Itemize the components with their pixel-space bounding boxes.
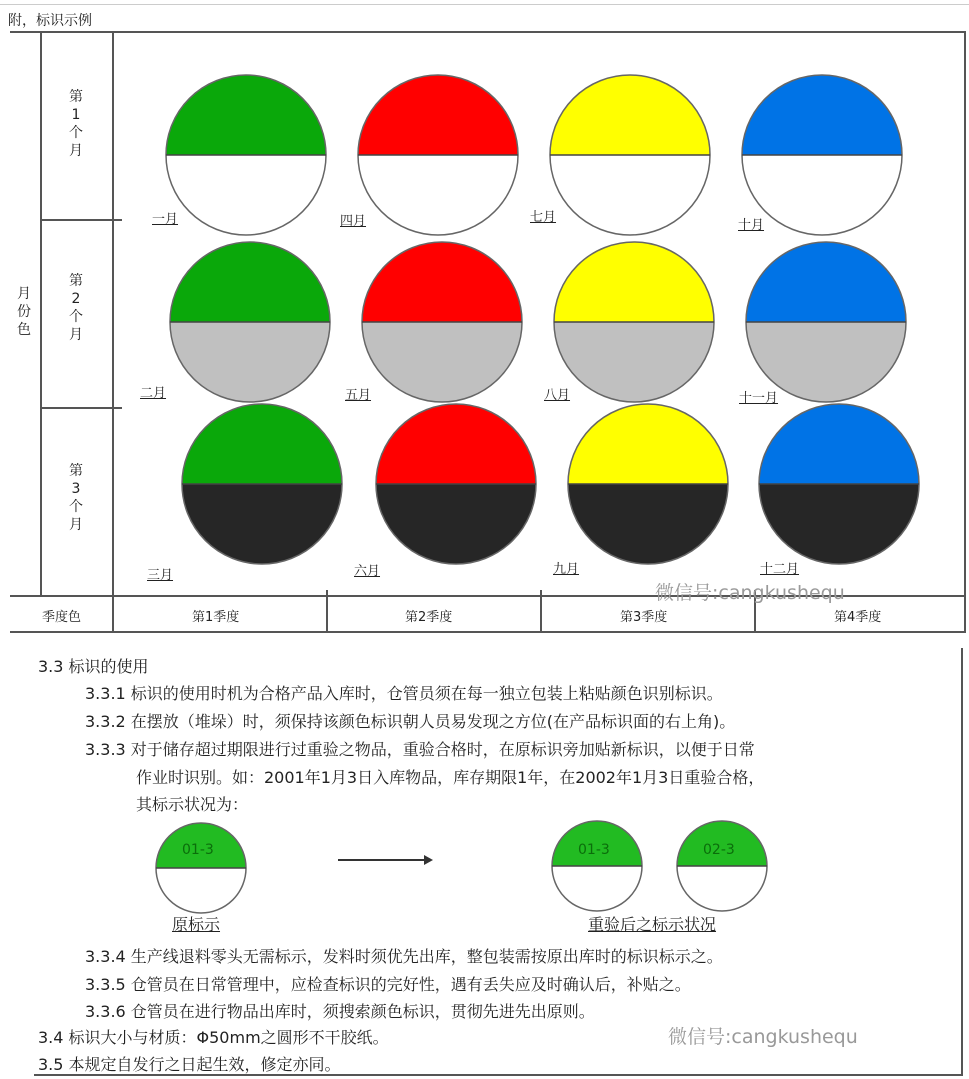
month-color-label <box>568 404 728 564</box>
month-label: 十二月 <box>760 562 800 577</box>
month-color-label <box>376 404 536 564</box>
month-label: 八月 <box>544 388 571 403</box>
watermark: 微信号:cangkushequ <box>668 1026 858 1048</box>
month-label: 三月 <box>147 568 174 583</box>
recheck-label-circle <box>677 821 767 911</box>
month-color-label <box>759 404 919 564</box>
season-row-label: 季度色 <box>42 610 82 625</box>
season-2: 第2季度 <box>405 610 453 625</box>
paragraph: 3.3.4 生产线退料零头无需标示，发料时须优先出库，整包装需按原出库时的标识标示之。 <box>85 947 723 966</box>
watermark: 微信号:cangkushequ <box>655 582 845 604</box>
month-label: 一月 <box>152 212 179 227</box>
after-label-caption: 重验后之标示状况 <box>588 915 717 934</box>
paragraph: 3.3.2 在摆放（堆垛）时，须保持该颜色标识朝人员易发现之方位(在产品标识面的右上角)。 <box>85 712 736 731</box>
row-label-2: 第2个月 <box>69 273 83 343</box>
section-heading: 3.3 标识的使用 <box>38 657 149 676</box>
paragraph: 3.4 标识大小与材质：Φ50mm之圆形不干胶纸。 <box>38 1028 389 1047</box>
season-3: 第3季度 <box>620 610 668 625</box>
month-color-label <box>170 242 330 402</box>
label-code: 01-3 <box>182 842 214 858</box>
month-label: 二月 <box>140 386 167 401</box>
month-label: 六月 <box>354 564 381 579</box>
month-color-label <box>742 75 902 235</box>
paragraph: 3.3.3 对于储存超过期限进行过重验之物品，重验合格时，在原标识旁加贴新标识，以便于日常 <box>85 740 755 759</box>
table-title: 附，标识示例 <box>8 13 92 29</box>
recheck-label-circle <box>552 821 642 911</box>
paragraph: 3.3.5 仓管员在日常管理中，应检查标识的完好性，遇有丢失应及时确认后，补贴之。 <box>85 975 691 994</box>
paragraph: 作业时识别。如：2001年1月3日入库物品，库存期限1年，在2002年1月3日重验合格， <box>136 768 765 787</box>
paragraph: 其标示状况为： <box>136 795 249 814</box>
arrow-icon <box>338 855 433 865</box>
original-label-caption: 原标示 <box>172 915 221 934</box>
month-color-label <box>362 242 522 402</box>
month-color-label <box>554 242 714 402</box>
month-color-label <box>182 404 342 564</box>
divider <box>961 648 963 1076</box>
row-label-3: 第3个月 <box>69 463 83 533</box>
month-label: 十一月 <box>739 391 779 406</box>
season-1: 第1季度 <box>192 610 240 625</box>
paragraph: 3.3.1 标识的使用时机为合格产品入库时，仓管员须在每一独立包装上粘贴颜色识别标识。 <box>85 684 723 703</box>
row-group-label: 月份色 <box>17 286 31 338</box>
month-label: 十月 <box>738 218 765 233</box>
month-color-label <box>166 75 326 235</box>
month-label: 九月 <box>553 562 580 577</box>
label-code: 01-3 <box>578 842 610 858</box>
month-color-label <box>550 75 710 235</box>
row-label-1: 第1个月 <box>69 89 83 159</box>
label-code: 02-3 <box>703 842 735 858</box>
season-4: 第4季度 <box>834 610 882 625</box>
paragraph: 3.3.6 仓管员在进行物品出库时，须搜索颜色标识，贯彻先进先出原则。 <box>85 1002 595 1021</box>
paragraph: 3.5 本规定自发行之日起生效，修定亦同。 <box>38 1055 341 1074</box>
month-color-label <box>358 75 518 235</box>
original-label-circle <box>156 823 246 913</box>
month-label: 五月 <box>345 388 372 403</box>
month-color-label <box>746 242 906 402</box>
month-label: 四月 <box>340 214 367 229</box>
month-label: 七月 <box>530 210 557 225</box>
